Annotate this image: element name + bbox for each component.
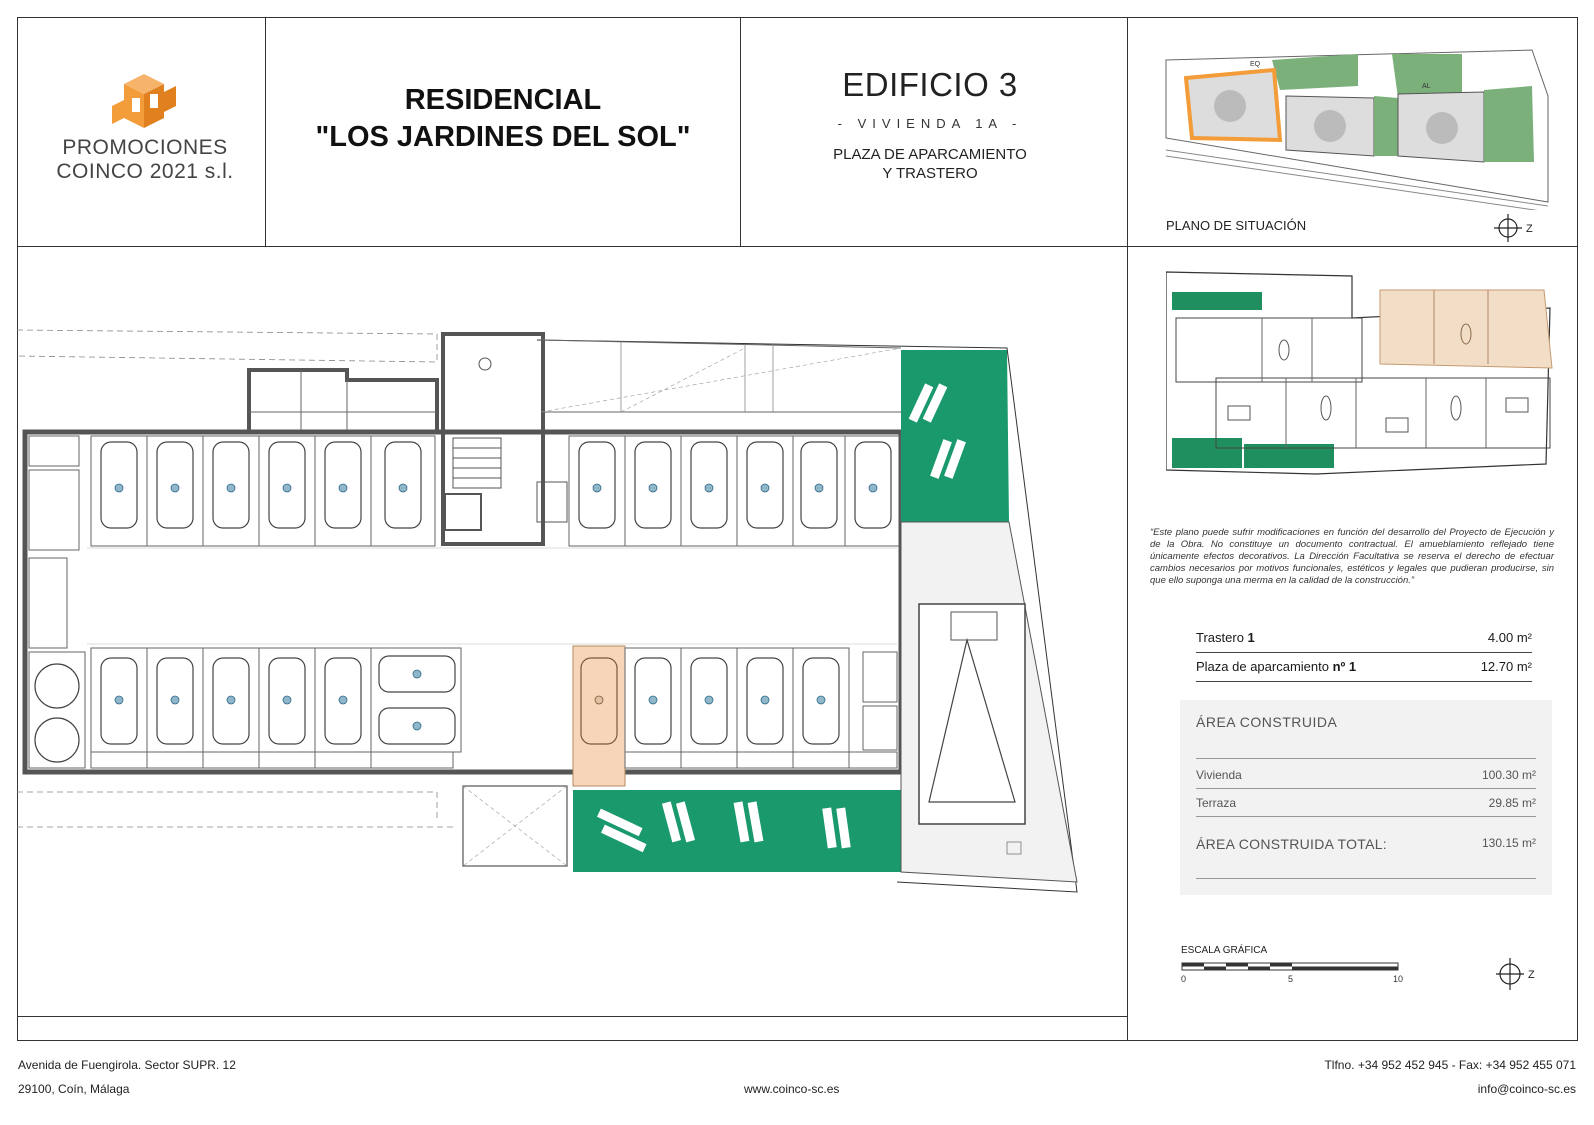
plan-bottom-divider [17, 1016, 1127, 1017]
parking-row-top-right [569, 436, 901, 546]
footer-email-link[interactable]: info@coinco-sc.es [1477, 1082, 1576, 1096]
units-row-label [1196, 659, 1356, 681]
site-plan-label: PLANO DE SITUACIÓN [1166, 218, 1307, 233]
area-row-label: Terraza [1196, 796, 1237, 810]
area-row-value: 100.30 m² [1481, 768, 1536, 782]
building-info [740, 66, 1120, 183]
scale-tick: 0 [1181, 974, 1187, 984]
unit-area: 12.70 m² [1480, 659, 1532, 674]
area-heading: ÁREA CONSTRUIDA [1196, 714, 1338, 730]
units-separator [1196, 681, 1532, 682]
area-total-label: ÁREA CONSTRUIDA TOTAL: [1196, 836, 1387, 852]
graphic-scale [1181, 945, 1404, 986]
scale-tick: 10 [1393, 974, 1404, 984]
company-name-line2: COINCO 2021 s.l. [56, 160, 234, 183]
sheet-subtitle-line1: PLAZA DE APARCAMIENTO [833, 146, 1027, 163]
company-logo [40, 72, 250, 184]
area-line [1196, 816, 1536, 817]
project-title-line1: RESIDENCIAL [404, 84, 602, 116]
site-plan-map [1162, 46, 1552, 210]
parking-row-bottom-right [573, 646, 897, 786]
site-label-eq: EQ [1250, 61, 1261, 68]
project-title [266, 82, 740, 156]
garden-bottom [573, 790, 901, 872]
parking-floor-plan [17, 322, 1117, 912]
unit-label: Trastero [1196, 630, 1244, 645]
header-divider [17, 246, 1578, 247]
unit-number: nº 1 [1332, 659, 1357, 674]
area-line [1196, 878, 1536, 879]
area-row-total [1196, 836, 1536, 852]
north-compass-icon [1496, 957, 1544, 991]
pool-deck [901, 522, 1077, 882]
units-row-parking [1196, 659, 1532, 681]
footer-address-line2: 29100, Coín, Málaga [18, 1082, 130, 1096]
garden-right [901, 350, 1009, 522]
compass-letter: Z [1528, 969, 1535, 981]
parking-row-bottom-left [29, 648, 461, 768]
area-row-terraza [1196, 796, 1536, 810]
building-key-plan [1166, 268, 1554, 480]
area-line [1196, 758, 1536, 759]
footer-address-line1: Avenida de Fuengirola. Sector SUPR. 12 [18, 1058, 236, 1072]
units-separator [1196, 652, 1532, 653]
area-row-value: 29.85 m² [1488, 796, 1536, 810]
footer-website-link[interactable]: www.coinco-sc.es [744, 1082, 840, 1096]
area-row-label: Vivienda [1196, 768, 1242, 782]
stair-core [445, 358, 567, 530]
area-line [1196, 788, 1536, 789]
company-name-line1: PROMOCIONES [62, 136, 228, 159]
parking-row-top-left [91, 436, 435, 546]
area-row-vivienda [1196, 768, 1536, 782]
site-label-al: AL [1422, 83, 1431, 90]
units-row-label [1196, 630, 1255, 652]
divider-sidebar [1127, 17, 1128, 1041]
unit-number: 1 [1247, 630, 1255, 645]
unit-name: - VIVIENDA 1A - [837, 116, 1023, 131]
units-table [1196, 630, 1532, 682]
sheet-subtitle-line2: Y TRASTERO [882, 165, 978, 182]
project-title-line2: "LOS JARDINES DEL SOL" [315, 121, 691, 153]
coinco-logo-icon [110, 72, 180, 130]
sheet-subtitle [740, 145, 1120, 183]
north-compass-icon [1494, 213, 1542, 243]
units-row-trastero [1196, 630, 1532, 652]
unit-area: 4.00 m² [1487, 630, 1532, 645]
disclaimer-text: “Este plano puede sufrir modificaciones en función del desarrollo del Proyecto de Ejecución y de la Obra. No constituye un documento contractual. El amueblamiento reflejado tiene únicamente efectos decorativos. La Dirección Facultativa se reserva el derecho de efectuar cambios necesarios por motivos funcionales, estéticos y legales que pudieran producirse, sin que ello suponga una merma en la calidad de la construcción.” [1150, 527, 1554, 586]
unit-label: Plaza de aparcamiento [1196, 659, 1329, 674]
scale-ticks [1181, 974, 1404, 986]
area-summary [1180, 700, 1552, 895]
building-name: EDIFICIO 3 [842, 66, 1018, 103]
scale-bar [1181, 960, 1401, 974]
compass-letter: Z [1526, 223, 1533, 235]
footer-phone: Tlfno. +34 952 452 945 - Fax: +34 952 455 071 [1324, 1058, 1576, 1072]
scale-label: ESCALA GRÁFICA [1181, 945, 1268, 956]
scale-tick: 5 [1288, 974, 1294, 984]
area-total-value: 130.15 m² [1481, 836, 1536, 850]
